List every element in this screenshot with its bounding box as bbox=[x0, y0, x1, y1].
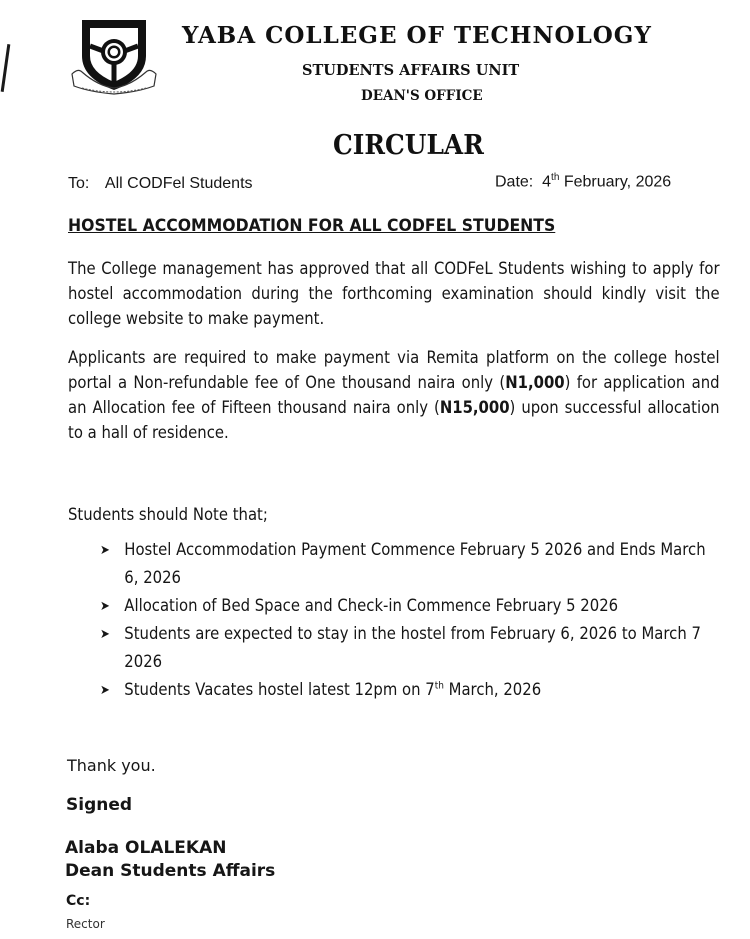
note-item bbox=[100, 620, 721, 676]
office-name: DEAN'S OFFICE bbox=[361, 88, 483, 104]
paragraph-2-text-2: ) for application and an Allocation fee of Fifteen thousand naira only ( bbox=[68, 373, 720, 417]
date-day: 4 bbox=[542, 173, 552, 191]
application-fee: N1,000 bbox=[505, 373, 565, 392]
recipient-line bbox=[68, 175, 253, 193]
note-text: Students Vacates hostel latest 12pm on 7 bbox=[124, 680, 435, 699]
date-line bbox=[495, 172, 671, 191]
subject-heading: HOSTEL ACCOMMODATION FOR ALL CODFEL STUDENTS bbox=[68, 216, 556, 235]
recipient-label: To: bbox=[68, 175, 90, 192]
paragraph-2-text-3: ) upon successful allocation to a hall of residence. bbox=[68, 398, 720, 442]
arrowhead-bullet-icon: ➤ bbox=[100, 543, 110, 558]
note-text-end: March, 2026 bbox=[443, 680, 542, 699]
date-month-year: February, 2026 bbox=[563, 173, 672, 191]
signed-label: Signed bbox=[66, 795, 133, 815]
note-text: Students are expected to stay in the hostel from February 6, 2026 to March 7 2026 bbox=[124, 624, 701, 671]
recipient-value: All CODFel Students bbox=[104, 175, 253, 192]
note-item bbox=[100, 676, 721, 704]
college-crest-icon bbox=[68, 16, 160, 96]
allocation-fee: N15,000 bbox=[439, 398, 510, 417]
date-label: Date: bbox=[495, 173, 534, 191]
arrowhead-bullet-icon: ➤ bbox=[100, 683, 110, 698]
body-paragraph-2 bbox=[68, 345, 720, 445]
date-day-suffix: th bbox=[551, 172, 560, 183]
note-ordinal-suffix: th bbox=[434, 680, 444, 692]
note-text: Hostel Accommodation Payment Commence February 5 2026 and Ends March 6, 2026 bbox=[124, 540, 706, 587]
signer-name: Alaba OLALEKAN bbox=[65, 838, 227, 858]
note-item bbox=[100, 592, 721, 620]
closing-thanks: Thank you. bbox=[67, 756, 156, 775]
note-item bbox=[100, 536, 721, 592]
document-type-heading: CIRCULAR bbox=[333, 130, 484, 161]
unit-name: STUDENTS AFFAIRS UNIT bbox=[302, 62, 520, 79]
margin-pen-mark bbox=[1, 44, 11, 92]
note-text: Allocation of Bed Space and Check-in Commence February 5 2026 bbox=[124, 596, 619, 615]
notes-list bbox=[100, 536, 721, 704]
cc-label: Cc: bbox=[66, 893, 91, 909]
body-paragraph-1: The College management has approved that all CODFeL Students wishing to apply for hostel accommodation during the forthcoming examination should kindly visit the college website to make payment. bbox=[68, 259, 720, 328]
notes-intro: Students should Note that; bbox=[68, 505, 268, 524]
paragraph-2-text-1: Applicants are required to make payment via Remita platform on the college hostel portal a Non-refundable fee of One thousand naira only ( bbox=[68, 348, 720, 392]
arrowhead-bullet-icon: ➤ bbox=[100, 599, 110, 614]
cc-recipient: Rector bbox=[66, 917, 105, 931]
signer-title: Dean Students Affairs bbox=[65, 861, 276, 881]
arrowhead-bullet-icon: ➤ bbox=[100, 627, 110, 642]
institution-name: YABA COLLEGE OF TECHNOLOGY bbox=[182, 22, 652, 49]
